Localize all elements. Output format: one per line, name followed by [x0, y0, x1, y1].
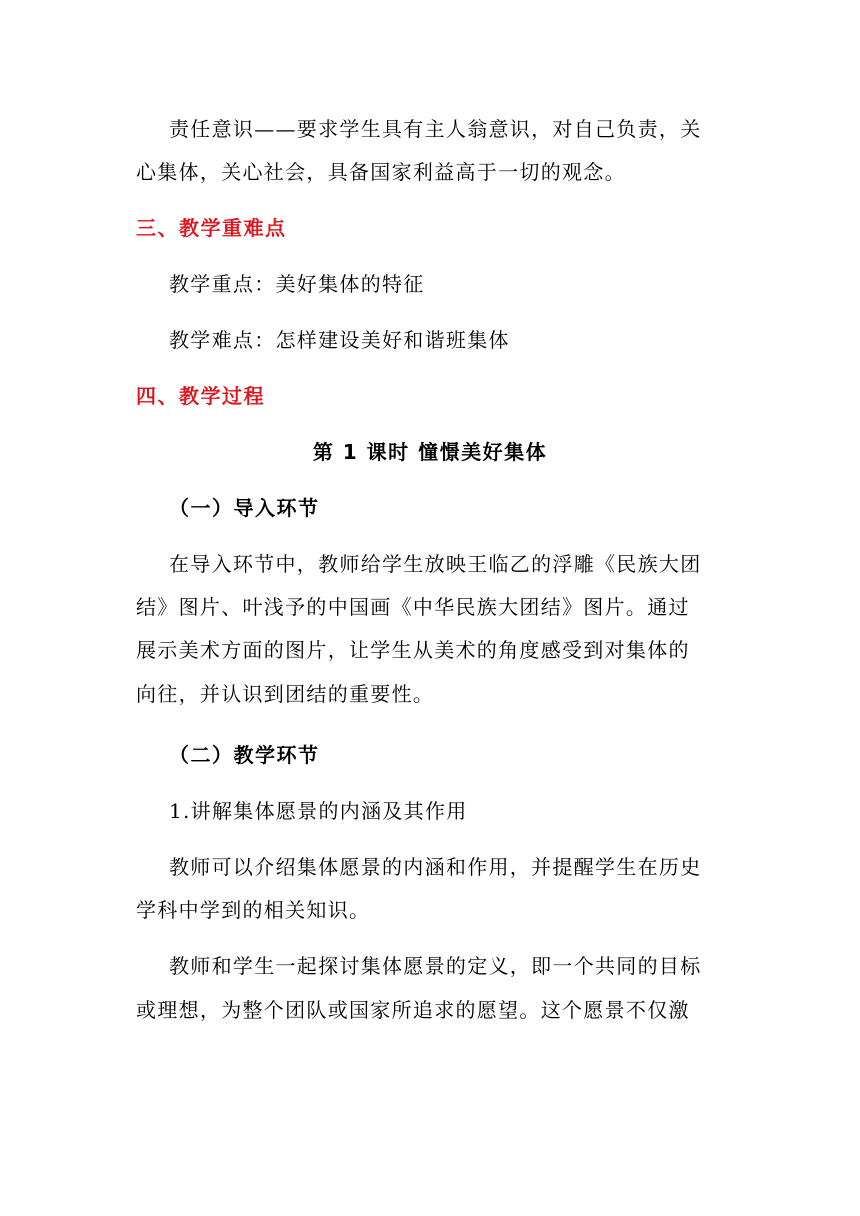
section-heading: 三、教学重难点 — [136, 216, 287, 240]
key-point-line: 教学重点：美好集体的特征 — [169, 272, 425, 296]
paragraph-line: 展示美术方面的图片，让学生从美术的角度感受到对集体的 — [136, 638, 690, 662]
paragraph-line: 结》图片、叶浅予的中国画《中华民族大团结》图片。通过 — [136, 595, 690, 619]
lesson-title: 第 1 课时 憧憬美好集体 — [312, 440, 548, 464]
paragraph-line: 或理想，为整个团队或国家所追求的愿望。这个愿景不仅激 — [136, 998, 690, 1022]
difficult-point-line: 教学难点：怎样建设美好和谐班集体 — [169, 328, 510, 352]
paragraph-line: 向往，并认识到团结的重要性。 — [136, 682, 435, 706]
section-heading: 四、教学过程 — [136, 384, 265, 408]
paragraph-line: 学科中学到的相关知识。 — [136, 898, 371, 922]
list-item-title: 1.讲解集体愿景的内涵及其作用 — [169, 799, 468, 823]
paragraph-line: 在导入环节中，教师给学生放映王临乙的浮雕《民族大团 — [169, 552, 702, 576]
paragraph-line: 责任意识——要求学生具有主人翁意识，对自己负责，关 — [169, 117, 702, 141]
subsection-heading: （一）导入环节 — [169, 496, 320, 520]
paragraph-line: 教师可以介绍集体愿景的内涵和作用，并提醒学生在历史 — [169, 855, 702, 879]
paragraph-line: 教师和学生一起探讨集体愿景的定义，即一个共同的目标 — [169, 954, 702, 978]
subsection-heading: （二）教学环节 — [169, 743, 320, 767]
paragraph-line: 心集体，关心社会，具备国家利益高于一切的观念。 — [136, 160, 626, 184]
